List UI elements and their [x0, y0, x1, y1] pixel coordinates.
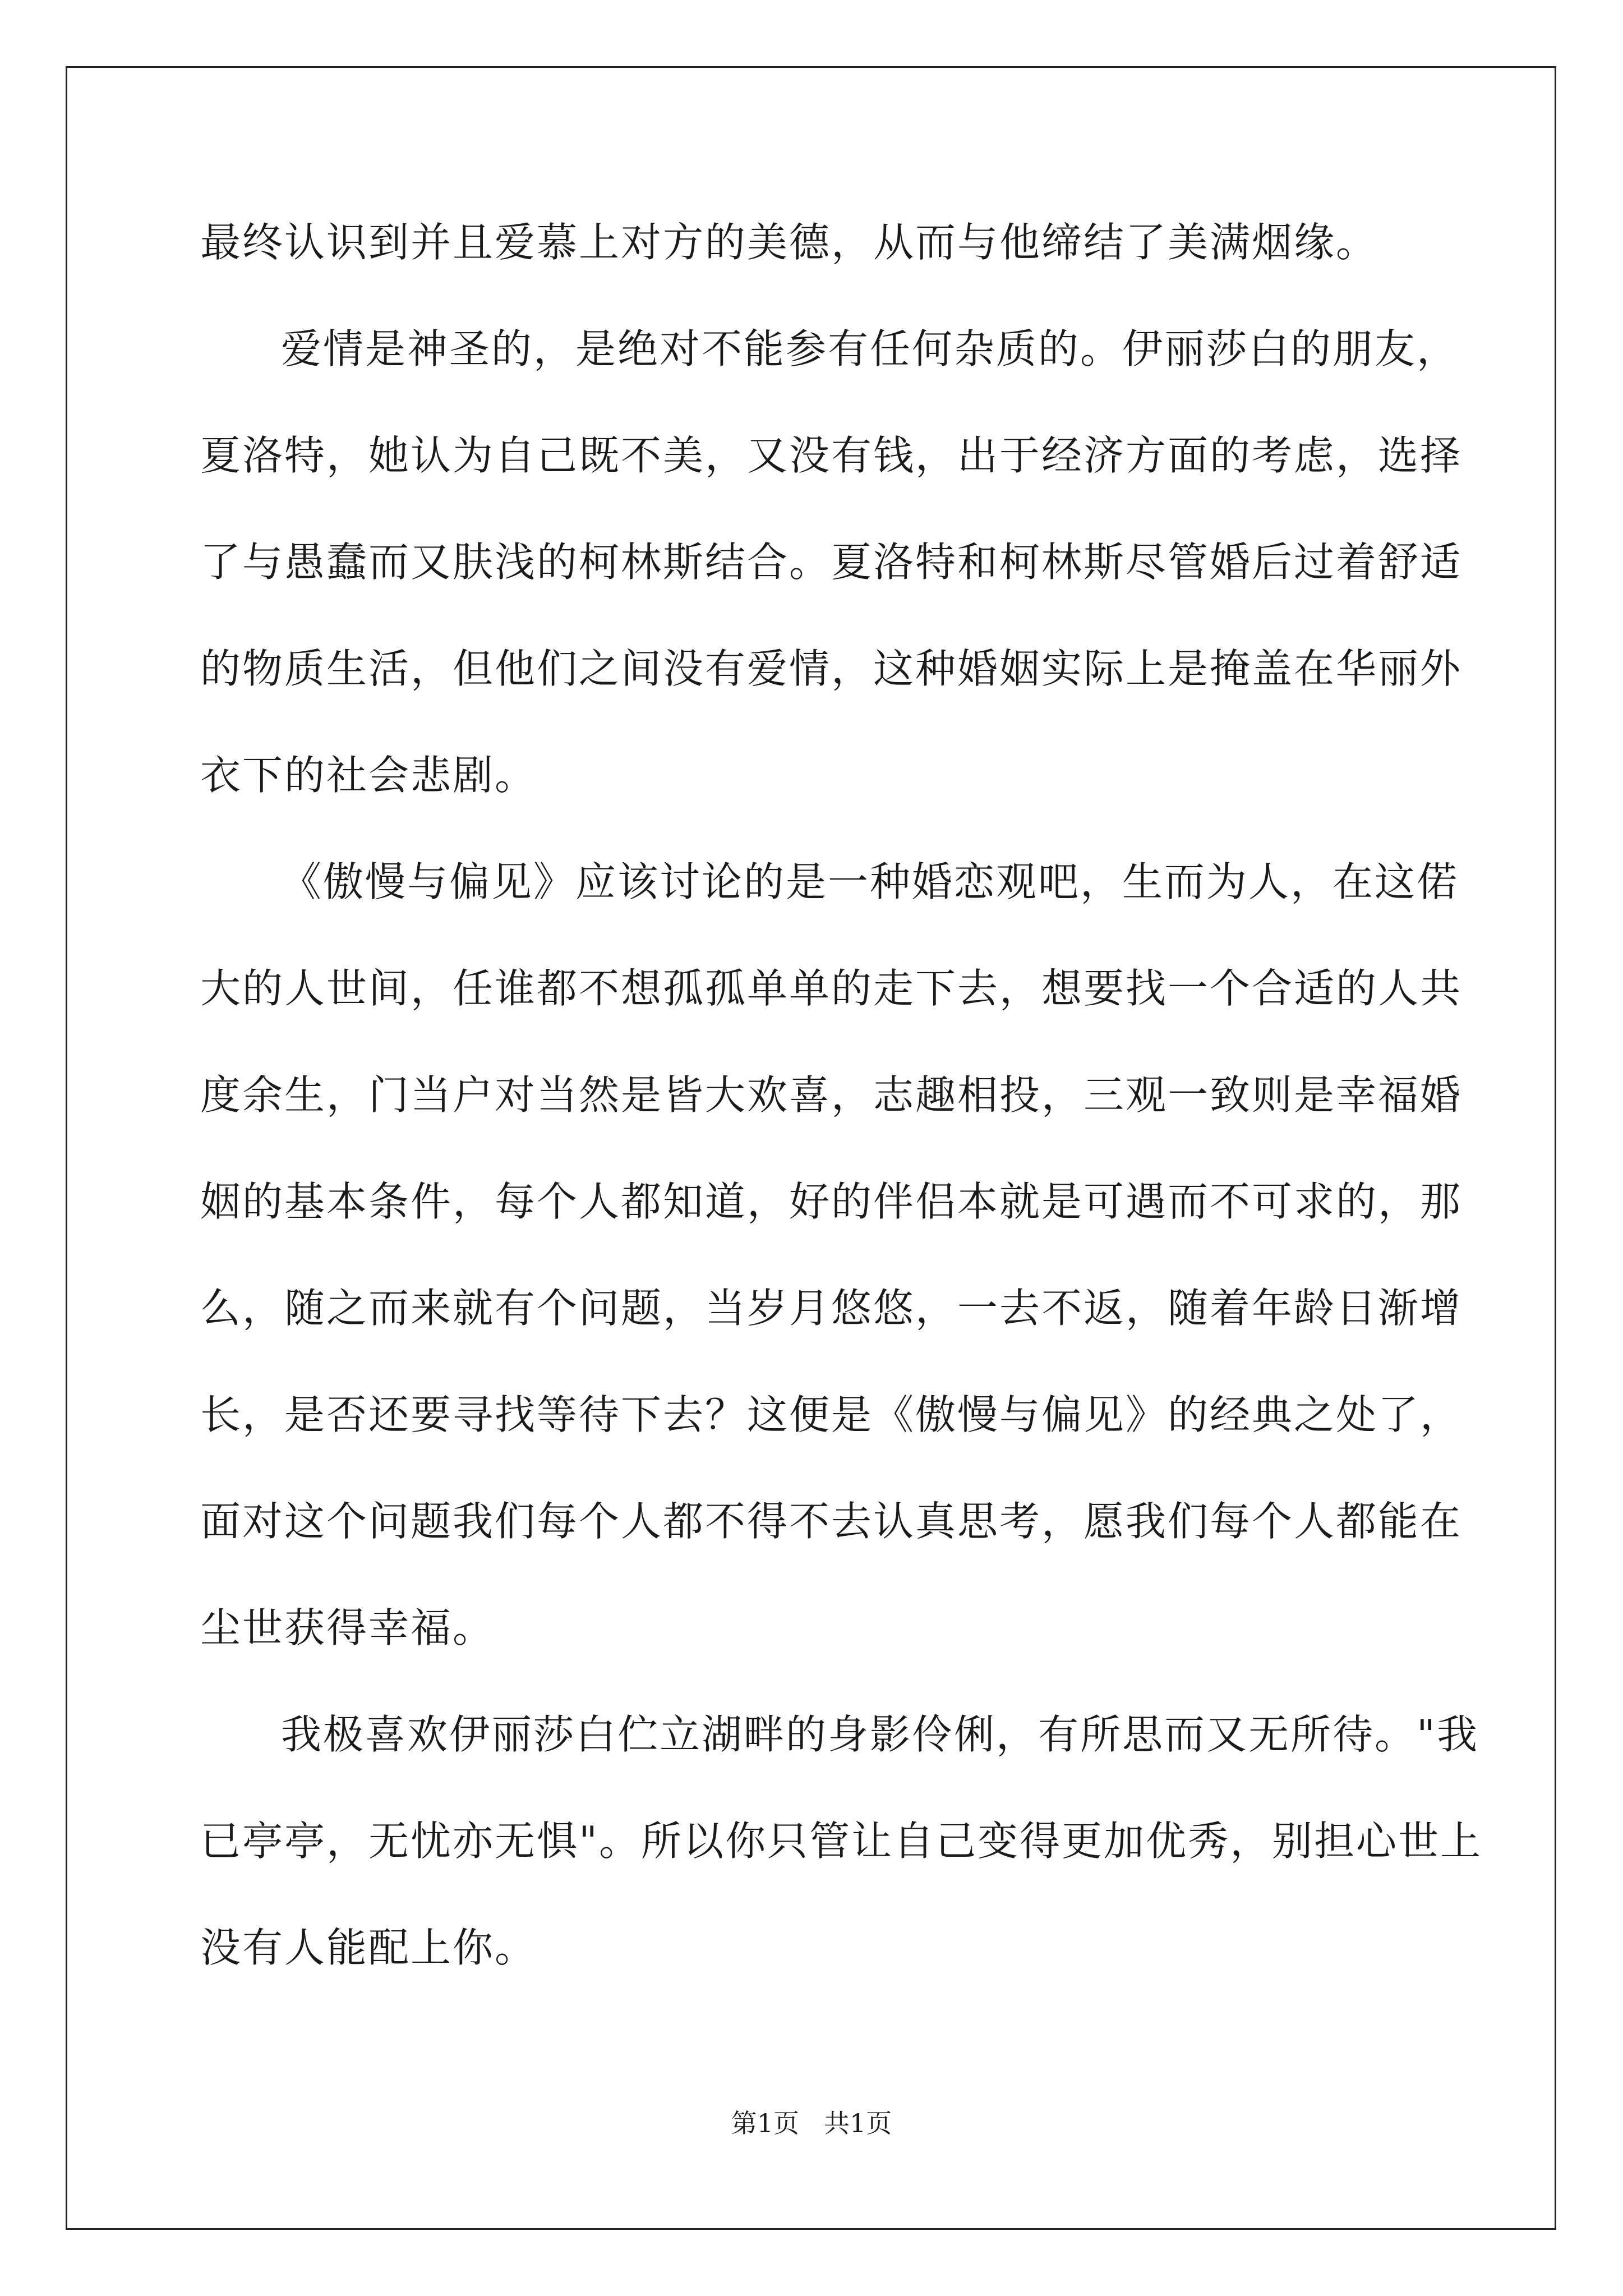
document-body [200, 202, 1483, 2014]
paragraph-start-line: 《傲慢与偏见》应该讨论的是一种婚恋观吧，生而为人，在这偌 [281, 858, 1459, 905]
paragraph-start-line: 我极喜欢伊丽莎白伫立湖畔的身影伶俐，有所思而又无所待。"我 [281, 1711, 1479, 1758]
text-line: 长，是否还要寻找等待下去？这便是《傲慢与偏见》的经典之处了， [200, 1391, 1463, 1438]
text-line: 姻的基本条件，每个人都知道，好的伴侣本就是可遇而不可求的，那 [200, 1178, 1463, 1225]
text-line: 面对这个问题我们每个人都不得不去认真思考，愿我们每个人都能在 [200, 1498, 1463, 1545]
page-footer [0, 2106, 1623, 2140]
page-number: 第1页 [731, 2108, 799, 2138]
text-line: 度余生，门当户对当然是皆大欢喜，志趣相投，三观一致则是幸福婚 [200, 1071, 1463, 1119]
text-line: 最终认识到并且爱慕上对方的美德，从而与他缔结了美满烟缘。 [200, 219, 1378, 266]
text-line: 了与愚蠢而又肤浅的柯林斯结合。夏洛特和柯林斯尽管婚后过着舒适 [200, 539, 1463, 586]
paragraph-start-line: 爱情是神圣的，是绝对不能参有任何杂质的。伊丽莎白的朋友， [281, 325, 1459, 372]
text-line: 的物质生活，但他们之间没有爱情，这种婚姻实际上是掩盖在华丽外 [200, 645, 1463, 692]
text-line: 没有人能配上你。 [200, 1924, 537, 1971]
text-line: 已亭亭，无忧亦无惧"。所以你只管让自己变得更加优秀，别担心世上 [200, 1818, 1483, 1865]
text-line: 衣下的社会悲剧。 [200, 752, 537, 799]
text-line: 尘世获得幸福。 [200, 1604, 495, 1651]
page-total: 共1页 [824, 2108, 892, 2138]
text-line: 大的人世间，任谁都不想孤孤单单的走下去，想要找一个合适的人共 [200, 965, 1463, 1012]
text-line: 夏洛特，她认为自己既不美，又没有钱，出于经济方面的考虑，选择 [200, 432, 1463, 479]
text-line: 么，随之而来就有个问题，当岁月悠悠，一去不返，随着年龄日渐增 [200, 1285, 1463, 1332]
